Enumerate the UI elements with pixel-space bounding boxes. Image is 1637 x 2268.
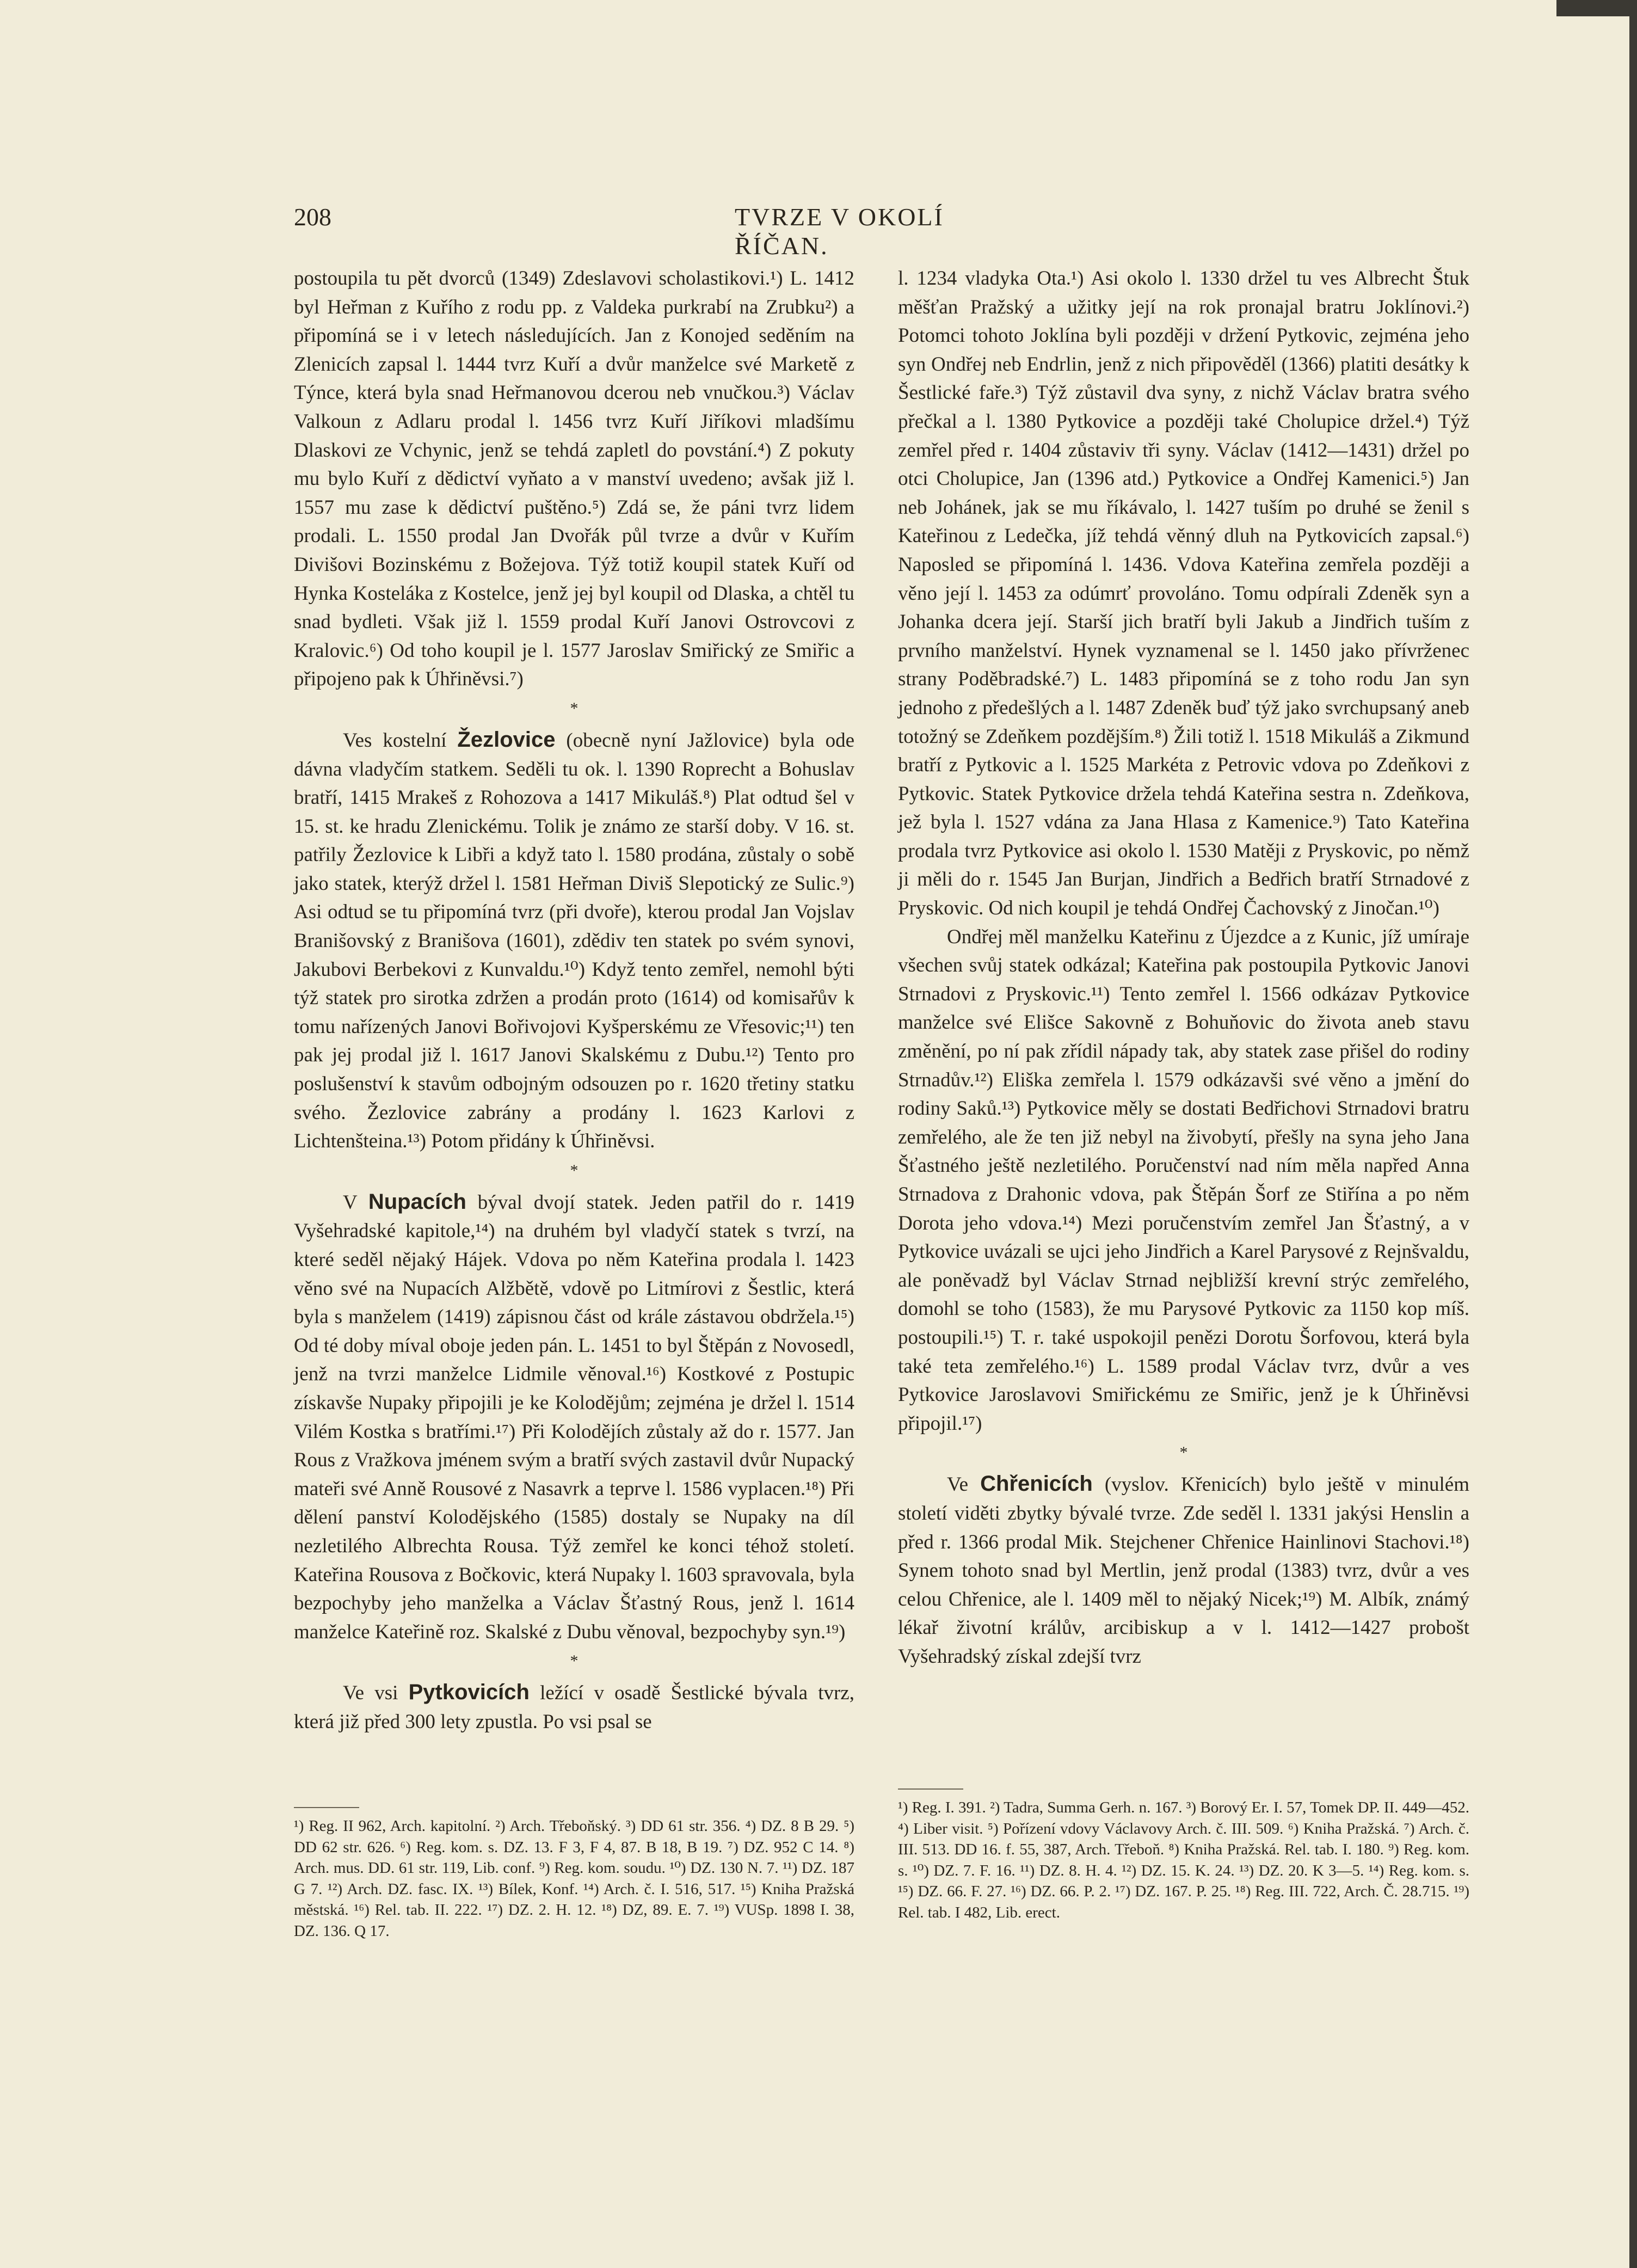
paragraph [294,1678,854,1736]
right-column [898,265,1469,1671]
footnote-text: ¹) Reg. II 962, Arch. kapitolní. ²) Arch. Třeboňský. ³) DD 61 str. 356. ⁴) DZ. 8 B 29. ⁵) DD 62 str. 626. ⁶) Reg. kom. s. DZ. 13. F 3, F 4, 87. B 18, B 19. ⁷) DZ. 952 C 14. ⁸) Arch. mus. DD. 61 str. 119, Lib. conf. ⁹) Reg. kom. soudu. ¹⁰) DZ. 130 N. 7. ¹¹) DZ. 187 G 7. ¹²) Arch. DZ. fasc. IX. ¹³) Bílek, Konf. ¹⁴) Arch. č. I. 516, 517. ¹⁵) Kniha Pražská městská. ¹⁶) Rel. tab. II. 222. ¹⁷) DZ. 2. H. 12. ¹⁸) DZ, 89. E. 7. ¹⁹) VUSp. 1898 I. 38, DZ. 136. Q 17. [294,1817,854,1940]
paragraph: postoupila tu pět dvorců (1349) Zdeslavovi scholastikovi.¹) L. 1412 byl Heřman z Kuřího z rodu pp. z Valdeka purkrabí na Zrubku²) a připomíná se i v letech následujících. Jan z Konojed seděním na Zlenicích zapsal l. 1444 tvrz Kuří a dvůr manželce své Marketě z Týnce, která byla snad Heřmanovou dcerou neb vnučkou.³) Václav Valkoun z Adlaru prodal l. 1456 tvrz Kuří Jiříkovi mladšímu Dlaskovi ze Vchynic, jenž se tehdá zapletl do povstání.⁴) Z pokuty mu bylo Kuří z dědictví vyňato a v manství uvedeno; avšak již l. 1557 mu zase k dědictví puštěno.⁵) Zdá se, že páni tvrz lidem prodali. L. 1550 prodal Jan Dvořák půl tvrze a dvůr v Kuřím Divišovi Bozinskému z Božejova. Týž totiž koupil statek Kuří od Hynka Kosteláka z Kostelce, jenž jej byl koupil od Dlaska, a chtěl tu snad bydleti. Však již l. 1559 prodal Kuří Janovi Ostrovcovi z Kralovic.⁶) Od toho koupil je l. 1577 Jaroslav Smiřický ze Smiřic a připojeno pak k Úhřiněvsi.⁷) [294,267,854,691]
scan-edge-top [1556,0,1637,16]
footnote-rule [294,1807,359,1808]
page-header [294,202,1023,260]
place-heading: Chřenicích [980,1472,1093,1496]
place-heading: Žezlovice [457,727,556,752]
footnotes-right [898,1797,1469,1923]
paragraph: Ondřej měl manželku Kateřinu z Újezdce a z Kunic, jíž umíraje všechen svůj statek odkázal; Kateřina pak postoupila Pytkovic Janovi Strnadovi z Pryskovic.¹¹) Tento zemřel l. 1566 odkázav Pytkovice manželce své Elišce Sakovně z Bohuňovic do života aneb stavu změnění, po ní pak zřídil nápady tak, aby statek zase přišel do rodiny Strnadův.¹²) Eliška zemřela l. 1579 odkázavši své věno a jmění do rodiny Saků.¹³) Pytkovice měly se dostati Bedřichovi Strnadovi bratru zemřelého, ale že ten již nebyl na živobytí, přešly na syna jeho Jana Šťastného ještě nezletilého. Poručenství nad ním měla napřed Anna Strnadova z Drahonic vdova, pak Štěpán Šorf ze Stiřína a po něm Dorota jeho vdova.¹⁴) Mezi poručenstvím zemřel Jan Šťastný, a v Pytkovice uvázali se ujci jeho Jindřich a Karel Parysové z Rejnšvaldu, ale poněvadž byl Václav Strnad nejbližší krevní strýc zemřelého, domohl se toho (1583), že mu Parysové Pytkovic za 1150 kop míš. postoupili.¹⁵) T. r. také uspokojil penězi Dorotu Šorfovou, která byla také teta zemřelého.¹⁶) L. 1589 prodal Václav tvrz, dvůr a ves Pytkovice Jaroslavovi Smiřickému ze Smiřic, jenž je k Úhřiněvsi připojil.¹⁷) [898,925,1469,1435]
place-heading: Nupacích [368,1189,466,1214]
section-separator: * [1179,1443,1188,1462]
paragraph: l. 1234 vladyka Ota.¹) Asi okolo l. 1330 držel tu ves Albrecht Štuk měšťan Pražský a užitky její na rok pronajal bratru Joklínovi.²) Potomci tohoto Joklína byli později v držení Pytkovic, zejména jeho syn Ondřej neb Endrlin, jenž z nich připověděl (1366) platiti desátky k Šestlické faře.³) Týž zůstavil dva syny, z nichž Václav bratra svého přečkal a l. 1380 Pytkovice a později také Cholupice držel.⁴) Týž zemřel před r. 1404 zůstaviv tři syny. Václav (1412—1431) držel po otci Cholupice, Jan (1396 atd.) Pytkovice a Ondřej Kamenici.⁵) Jan neb Johánek, jak se mu říkávalo, l. 1427 tuším po druhé se ženil s Kateřinou z Ledečka, jíž tehdá věnný dluh na Pytkovicích zapsal.⁶) Naposled se připomíná l. 1436. Vdova Kateřina zemřela později a věno její l. 1453 za odúmrť provoláno. Tomu odpírali Zdeněk syn a Johanka dcera její. Starší jich bratří byli Jakub a Jindřich tuším z prvního manželství. Hynek vyznamenal se l. 1450 jako přívrženec strany Poděbradské.⁷) L. 1483 připomíná se z toho rodu Jan syn jednoho z předešlých a l. 1487 Zdeněk buď týž jako svrchupsaný aneb totožný se Zdeňkem pozdějším.⁸) Žili totiž l. 1518 Mikuláš a Zikmund bratří z Pytkovic a l. 1525 Markéta z Petrovic vdova po Zdeňkovi z Pytkovic. Statek Pytkovice držela tehdá Kateřina sestra n. Zdeňkova, jež byla l. 1527 vdána za Jana Hlasa z Kamenice.⁹) Tato Kateřina prodala tvrz Pytkovice asi okolo l. 1530 Matěji z Pryskovic, po němž ji měli do r. 1545 Jan Burjan, Jindřich a Bedřich bratří Strnadové z Pryskovic. Od nich koupil je tehdá Ondřej Čachovský z Jinočan.¹⁰) [898,267,1469,920]
page-number: 208 [294,203,331,231]
scan-edge [1629,0,1637,2268]
section-separator: * [570,1161,579,1179]
place-heading: Pytkovicích [408,1680,530,1705]
running-title: TVRZE V OKOLÍ ŘÍČAN. [735,203,944,260]
paragraph [294,726,854,1156]
paragraph-text: ležící v osadě Šestlické bývala tvrz, která již před 300 lety zpustla. Po vsi psal se [294,1682,854,1733]
paragraph-text: býval dvojí statek. Jeden patřil do r. 1419 Vyšehradské kapitole,¹⁴) na druhém byl vladyčí statek s tvrzí, na které seděl nějaký Hájek. Vdova po něm Kateřina prodala l. 1423 věno své na Nupacích Alžbětě, vdově po Litmírovi z Šestlic, která byla s manželem (1419) zápisnou část od krále zástavou obdržela.¹⁵) Od té doby míval oboje jeden pán. L. 1451 to byl Štěpán z Novosedl, jenž na tvrzi manželce Lidmile věnoval.¹⁶) Kostkové z Postupic získavše Nupaky připojili je ke Kolodějům; zejména je držel l. 1514 Vilém Kostka s bratřími.¹⁷) Při Kolodějích zůstaly až do r. 1577. Jan Rous z Vražkova jménem svým a bratří svých zastavil dvůr Nupacký mateři své Anně Rousové z Nasavrk a teprve l. 1586 vyplacen.¹⁸) Při dělení panství Kolodějského (1585) dostaly se Nupaky na díl nezletilého Albrechta Rousa. Týž zemřel ke konci téhož století. Kateřina Rousova z Bočkovic, která Nupaky l. 1603 spravovala, byla bezpochyby jeho manželka a Václav Šťastný Rous, jenž l. 1614 manželce Kateřině roz. Skalské z Dubu věnoval, bezpochyby syn.¹⁹) [294,1191,854,1643]
section-separator: * [570,699,579,717]
footnotes-left [294,1816,854,1941]
paragraph-lead: Ve vsi [343,1682,409,1705]
paragraph-text: (obecně nyní Jažlovice) byla ode dávna vladyčím statkem. Seděli tu ok. l. 1390 Roprecht a Bohuslav bratří, 1415 Mrakeš z Rohozova a 1417 Mikuláš.⁸) Plat odtud šel v 15. st. ke hradu Zlenickému. Tolik je známo ze starší doby. V 16. st. patřily Žezlovice k Libři a když tato l. 1580 prodána, zůstaly o sobě jako statek, kterýž držel l. 1581 Heřman Diviš Slepotický ze Sulic.⁹) Asi odtud se tu připomíná tvrz (při dvoře), kterou prodal Jan Vojslav Branišovský z Branišova (1601), zdědiv ten statek po svém synovi, Jakubovi Berbekovi z Kunvaldu.¹⁰) Když tento zemřel, nemohl býti týž statek pro sirotka zdržen a prodán proto (1614) od komisařův k tomu nařízených Janovi Bořivojovi Kyšperskému ze Vřesovic;¹¹) ten pak jej prodal již l. 1617 Janovi Skalskému z Dubu.¹²) Tento pro poslušenství k stavům odbojným odsouzen po r. 1620 třetiny statku svého. Žezlovice zabrány a prodány l. 1623 Karlovi z Lichtenšteina.¹³) Potom přidány k Úhřiněvsi. [294,729,854,1153]
paragraph [898,1470,1469,1671]
paragraph-lead: Ve [947,1473,981,1496]
footnote-text: ¹) Reg. I. 391. ²) Tadra, Summa Gerh. n. 167. ³) Borový Er. I. 57, Tomek DP. II. 449—452. ⁴) Liber visit. ⁵) Pořízení vdovy Václavovy Arch. č. III. 509. ⁶) Kniha Pražská. ⁷) Arch. č. III. 513. DD 16. f. 55, 387, Arch. Třeboň. ⁸) Kniha Pražská. Rel. tab. I. 180. ⁹) Reg. kom. s. ¹⁰) DZ. 7. F. 16. ¹¹) DZ. 8. H. 4. ¹²) DZ. 15. K. 24. ¹³) DZ. 20. K 3—5. ¹⁴) Reg. kom. s. ¹⁵) DZ. 66. F. 27. ¹⁶) DZ. 66. P. 2. ¹⁷) DZ. 167. P. 25. ¹⁸) Reg. III. 722, Arch. Č. 28.715. ¹⁹) Rel. tab. I 482, Lib. erect. [898,1799,1469,1921]
section-separator: * [570,1652,579,1670]
left-column [294,265,854,1737]
paragraph-lead: V [343,1191,368,1214]
paragraph-text: (vyslov. Křenicích) bylo ještě v minulém století viděti zbytky bývalé tvrze. Zde seděl l. 1331 jakýsi Henslin a před r. 1366 prodal Mik. Stejchener Chřenice Hainlinovi Stachovi.¹⁸) Synem tohoto snad byl Mertlin, jenž prodal (1383) tvrz, dvůr a ves celou Chřenice, ale l. 1409 měl to nějaký Nicek;¹⁹) M. Albík, známý lékař životní králův, arcibiskup a v l. 1412—1427 probošt Vyšehradský získal zdejší tvrz [898,1473,1469,1668]
paragraph-lead: Ves kostelní [343,729,458,752]
paragraph [294,1188,854,1647]
footnote-rule [898,1788,963,1790]
